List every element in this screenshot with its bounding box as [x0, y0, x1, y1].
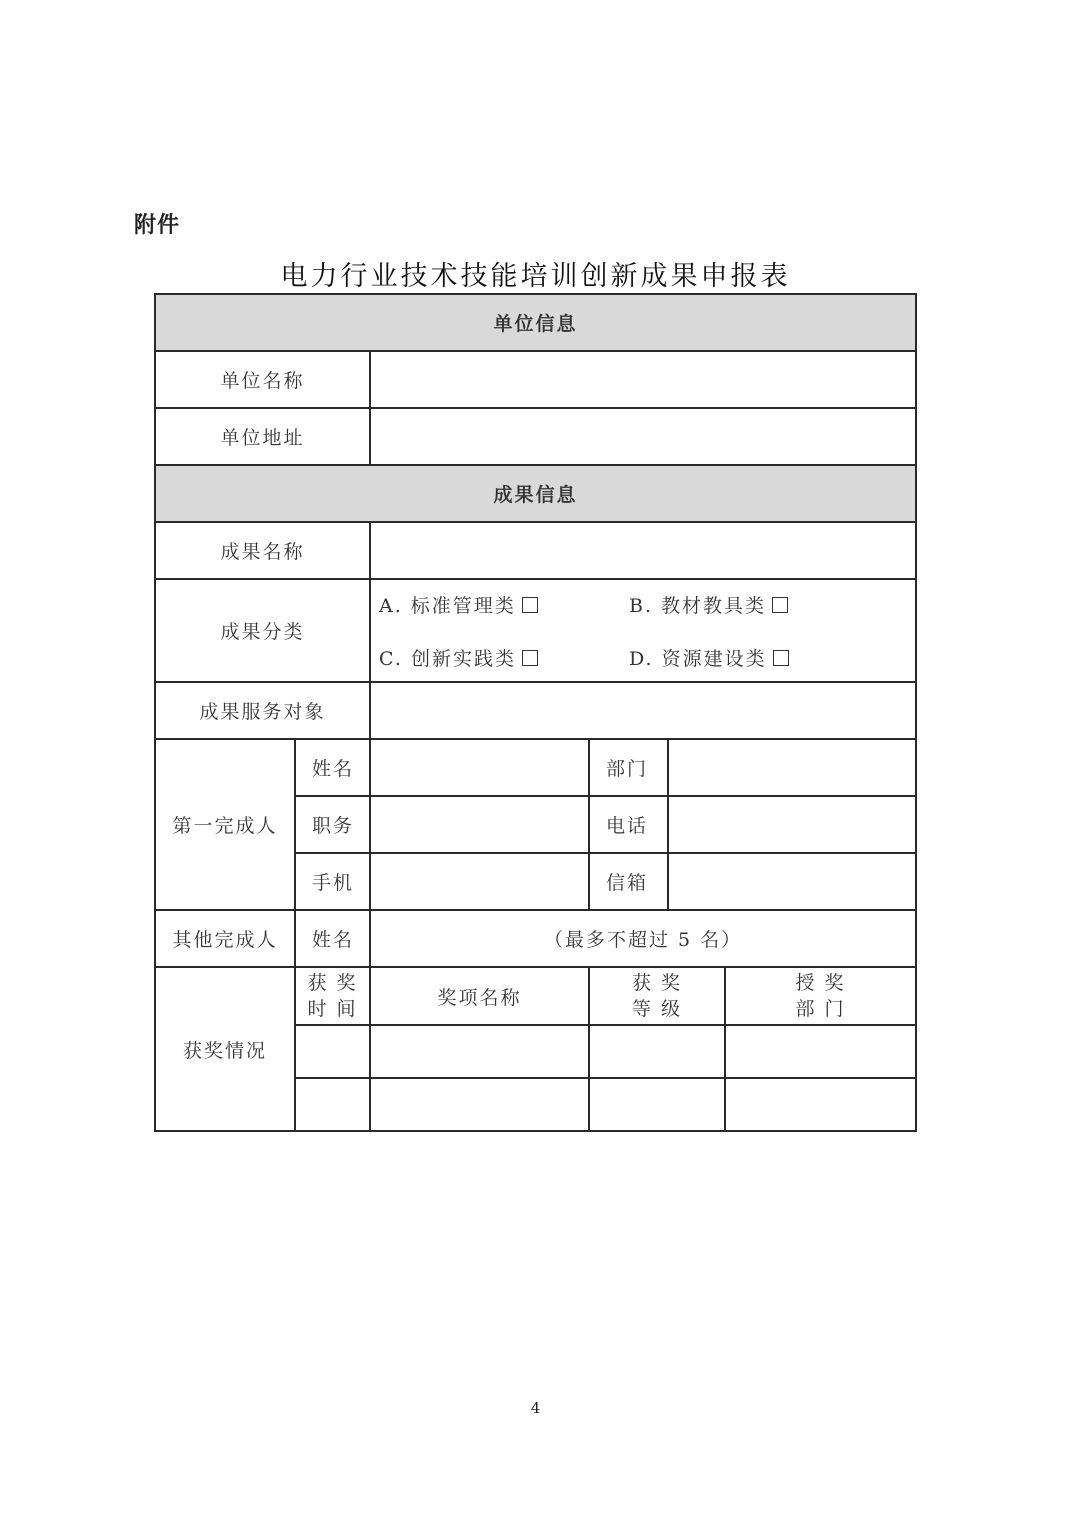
header-line: 时 间 [307, 998, 358, 1020]
achievement-name-field[interactable] [370, 522, 916, 579]
header-line: 部 门 [795, 998, 846, 1020]
awards-label: 获奖情况 [155, 967, 295, 1131]
award-level-header [589, 967, 725, 1025]
award-level-cell[interactable] [589, 1078, 725, 1131]
position-label: 职务 [295, 796, 370, 853]
mobile-label: 手机 [295, 853, 370, 910]
option-label: C. 创新实践类 [379, 647, 516, 670]
other-contributors-field[interactable] [370, 910, 916, 967]
first-name-field[interactable] [370, 739, 589, 796]
award-dept-cell[interactable] [725, 1078, 916, 1131]
unit-address-label: 单位地址 [155, 408, 370, 465]
category-option-c[interactable] [379, 644, 629, 671]
service-target-field[interactable] [370, 682, 916, 739]
award-dept-cell[interactable] [725, 1025, 916, 1078]
category-option-d[interactable] [629, 644, 879, 671]
phone-label: 电话 [589, 796, 668, 853]
header-line: 等 级 [631, 998, 683, 1020]
checkbox-icon[interactable] [773, 650, 789, 666]
option-label: A. 标准管理类 [379, 594, 516, 617]
department-label: 部门 [589, 739, 668, 796]
achievement-info-heading: 成果信息 [155, 465, 916, 522]
award-name-cell[interactable] [370, 1025, 589, 1078]
form-title: 电力行业技术技能培训创新成果申报表 [280, 261, 791, 292]
category-option-b[interactable] [629, 591, 879, 618]
achievement-category-label: 成果分类 [155, 579, 370, 682]
award-time-header [295, 967, 370, 1025]
page-number: 4 [530, 1399, 541, 1417]
department-field[interactable] [668, 739, 916, 796]
header-line: 授 奖 [795, 972, 846, 994]
achievement-name-label: 成果名称 [155, 522, 370, 579]
email-label: 信箱 [589, 853, 668, 910]
mobile-field[interactable] [370, 853, 589, 910]
header-line: 获 奖 [631, 972, 683, 994]
option-label: B. 教材教具类 [629, 594, 767, 617]
category-option-a[interactable] [379, 591, 629, 618]
unit-info-heading: 单位信息 [155, 294, 916, 351]
header-line: 获 奖 [307, 972, 358, 994]
max-count-note: （最多不超过 5 名） [543, 929, 743, 951]
award-name-cell[interactable] [370, 1078, 589, 1131]
award-name-header: 奖项名称 [370, 967, 589, 1025]
checkbox-icon[interactable] [522, 597, 538, 613]
email-field[interactable] [668, 853, 916, 910]
service-target-label: 成果服务对象 [155, 682, 370, 739]
attachment-label: 附件 [134, 213, 181, 238]
checkbox-icon[interactable] [772, 597, 788, 613]
unit-address-field[interactable] [370, 408, 916, 465]
position-field[interactable] [370, 796, 589, 853]
first-contributor-label: 第一完成人 [155, 739, 295, 910]
award-time-cell[interactable] [295, 1025, 370, 1078]
unit-name-field[interactable] [370, 351, 916, 408]
unit-name-label: 单位名称 [155, 351, 370, 408]
award-dept-header [725, 967, 916, 1025]
application-form-table [154, 293, 917, 1132]
phone-field[interactable] [668, 796, 916, 853]
achievement-category-options [370, 579, 916, 682]
award-time-cell[interactable] [295, 1078, 370, 1131]
other-name-label: 姓名 [295, 910, 370, 967]
checkbox-icon[interactable] [522, 650, 538, 666]
option-label: D. 资源建设类 [629, 647, 767, 670]
other-contributors-label: 其他完成人 [155, 910, 295, 967]
award-level-cell[interactable] [589, 1025, 725, 1078]
first-name-label: 姓名 [295, 739, 370, 796]
